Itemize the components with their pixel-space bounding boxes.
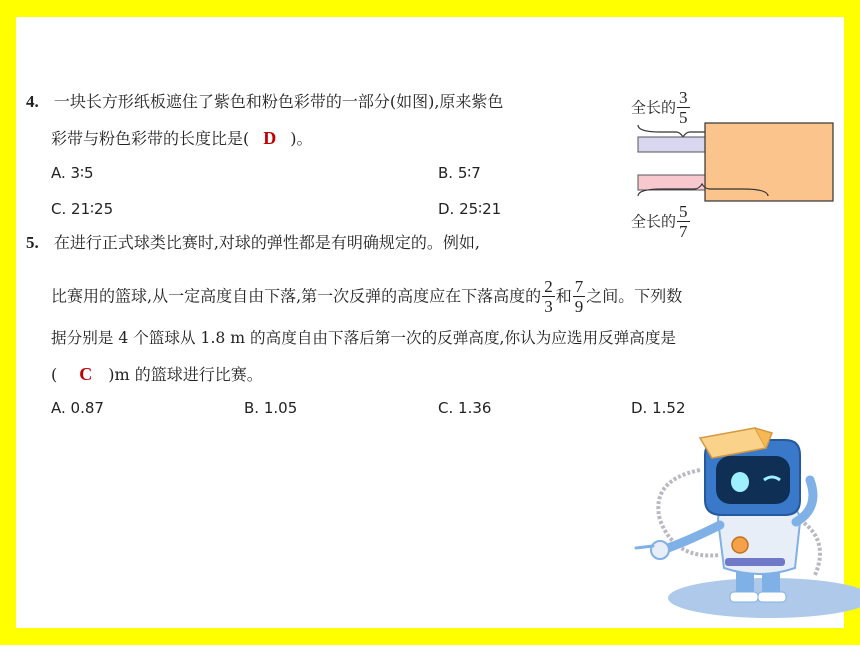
- option-b[interactable]: B. 1.05: [244, 399, 298, 417]
- question-5-line4: ( C )m 的篮球进行比赛。: [51, 364, 263, 384]
- question-number: 5: [26, 233, 35, 252]
- question-5-line1: 5. 在进行正式球类比赛时,对球的弹性都是有明确规定的。例如,: [26, 233, 481, 252]
- robot-arm: [668, 525, 720, 548]
- option-c[interactable]: C. 21∶25: [51, 200, 114, 218]
- question-number: 4: [26, 92, 35, 111]
- figure-top-label: 全长的 $\frac{3}{5}$: [631, 88, 688, 127]
- option-c[interactable]: C. 1.36: [438, 399, 492, 417]
- fraction: $\frac{5}{7}$: [679, 202, 688, 241]
- option-a[interactable]: A. 0.87: [51, 399, 104, 417]
- question-4-line1: 4. 一块长方形纸板遮住了紫色和粉色彩带的一部分(如图),原来紫色: [26, 92, 504, 111]
- question-5-line3: 据分别是 4 个篮球从 1.8 m 的高度自由下落后第一次的反弹高度,你认为应选用反弹高度是: [51, 329, 677, 347]
- question-text: 一块长方形纸板遮住了紫色和粉色彩带的一部分(如图),原来紫色: [53, 92, 504, 111]
- figure-bottom-label: 全长的 $\frac{5}{7}$: [631, 202, 688, 241]
- option-a[interactable]: A. 3∶5: [51, 164, 94, 182]
- question-5-line2: 比赛用的篮球,从一定高度自由下落,第一次反弹的高度应在下落高度的 $\frac{2}{3}$ 和 $\frac{7}{9}$ 之间。下列数: [51, 277, 683, 316]
- answer-mark: D: [263, 128, 277, 148]
- fraction: $\frac{7}{9}$: [574, 277, 584, 316]
- question-text: )。: [290, 129, 313, 148]
- question-text: 彩带与粉色彩带的长度比是(: [51, 129, 250, 148]
- question-text: 在进行正式球类比赛时,对球的弹性都是有明确规定的。例如,: [53, 233, 481, 252]
- option-b[interactable]: B. 5∶7: [438, 164, 481, 182]
- option-d[interactable]: D. 25∶21: [438, 200, 502, 218]
- option-d[interactable]: D. 1.52: [631, 399, 686, 417]
- fraction: $\frac{3}{5}$: [679, 88, 688, 127]
- fraction: $\frac{2}{3}$: [544, 277, 553, 316]
- answer-mark: C: [79, 364, 93, 384]
